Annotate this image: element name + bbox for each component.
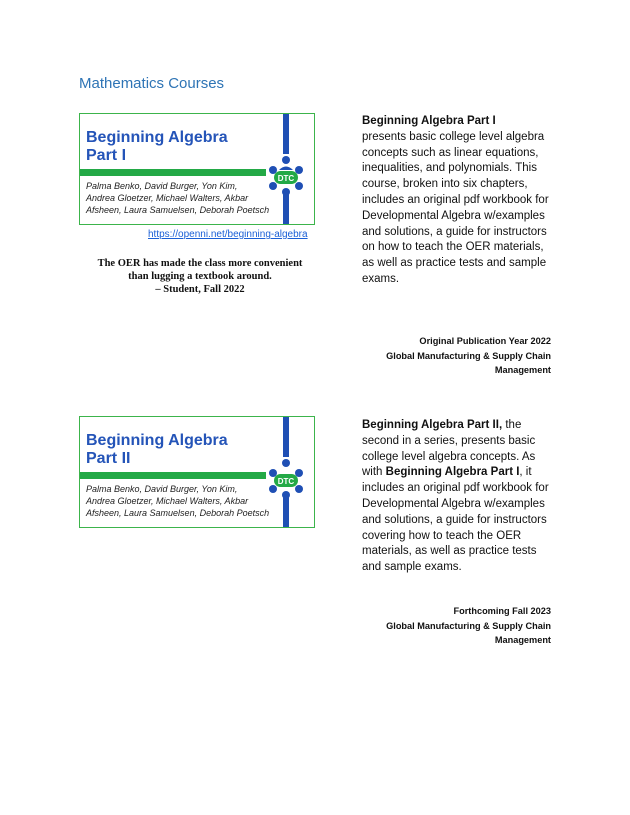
course-link[interactable]: https://openni.net/beginning-algebra: [148, 229, 308, 240]
course-reference: Beginning Algebra Part I: [385, 466, 520, 479]
svg-text:DTC: DTC: [277, 174, 295, 183]
dtc-logo-icon: [256, 114, 314, 225]
course-cover-image-part-2: [79, 416, 315, 528]
student-quote: The OER has made the class more convenient than lugging a textbook around. – Student, Fall 2022: [97, 258, 303, 295]
section-heading: Mathematics Courses: [79, 75, 225, 92]
course-description: Beginning Algebra Part I presents basic college level algebra concepts such as linear equations, inequalities, and polynomials. This course, broken into six chapters, includes an original pdf workbook for Developmental Algebra w/examples and solutions, a guide for instructors on how to teach the OER materials, as well as practice tests and sample exams.: [362, 115, 549, 285]
course-title: Beginning Algebra Part II,: [362, 419, 503, 431]
cover-green-bar: [80, 472, 266, 479]
cover-title: Beginning Algebra Part I: [86, 129, 228, 164]
cover-authors: Palma Benko, David Burger, Yon Kim, Andrea Gloetzer, Michael Walters, Akbar Afsheen, Laura Samuelsen, Deborah Poetsch: [86, 484, 270, 518]
cover-authors: Palma Benko, David Burger, Yon Kim, Andrea Gloetzer, Michael Walters, Akbar Afsheen, Laura Samuelsen, Deborah Poetsch: [86, 181, 270, 215]
cover-green-bar: [80, 169, 266, 176]
publication-info: Forthcoming Fall 2023 Global Manufacturing & Supply Chain Management: [386, 606, 551, 645]
course-title: Beginning Algebra Part I: [362, 115, 496, 127]
course-description: Beginning Algebra Part II, the second in a series, presents basic college level algebra concepts. As with Beginning Algebra Part I, it includes an original pdf workbook for Developmental Algebra w/examples and solutions, a guide for instructors covering how to teach the OER materials, as well as practice tests and sample exams.: [362, 419, 549, 574]
cover-title: Beginning Algebra Part II: [86, 432, 228, 467]
course-cover-image-part-1: [79, 113, 315, 225]
dtc-logo-icon: [256, 417, 314, 528]
svg-text:DTC: DTC: [277, 477, 295, 486]
publication-info: Original Publication Year 2022 Global Manufacturing & Supply Chain Management: [386, 336, 551, 375]
